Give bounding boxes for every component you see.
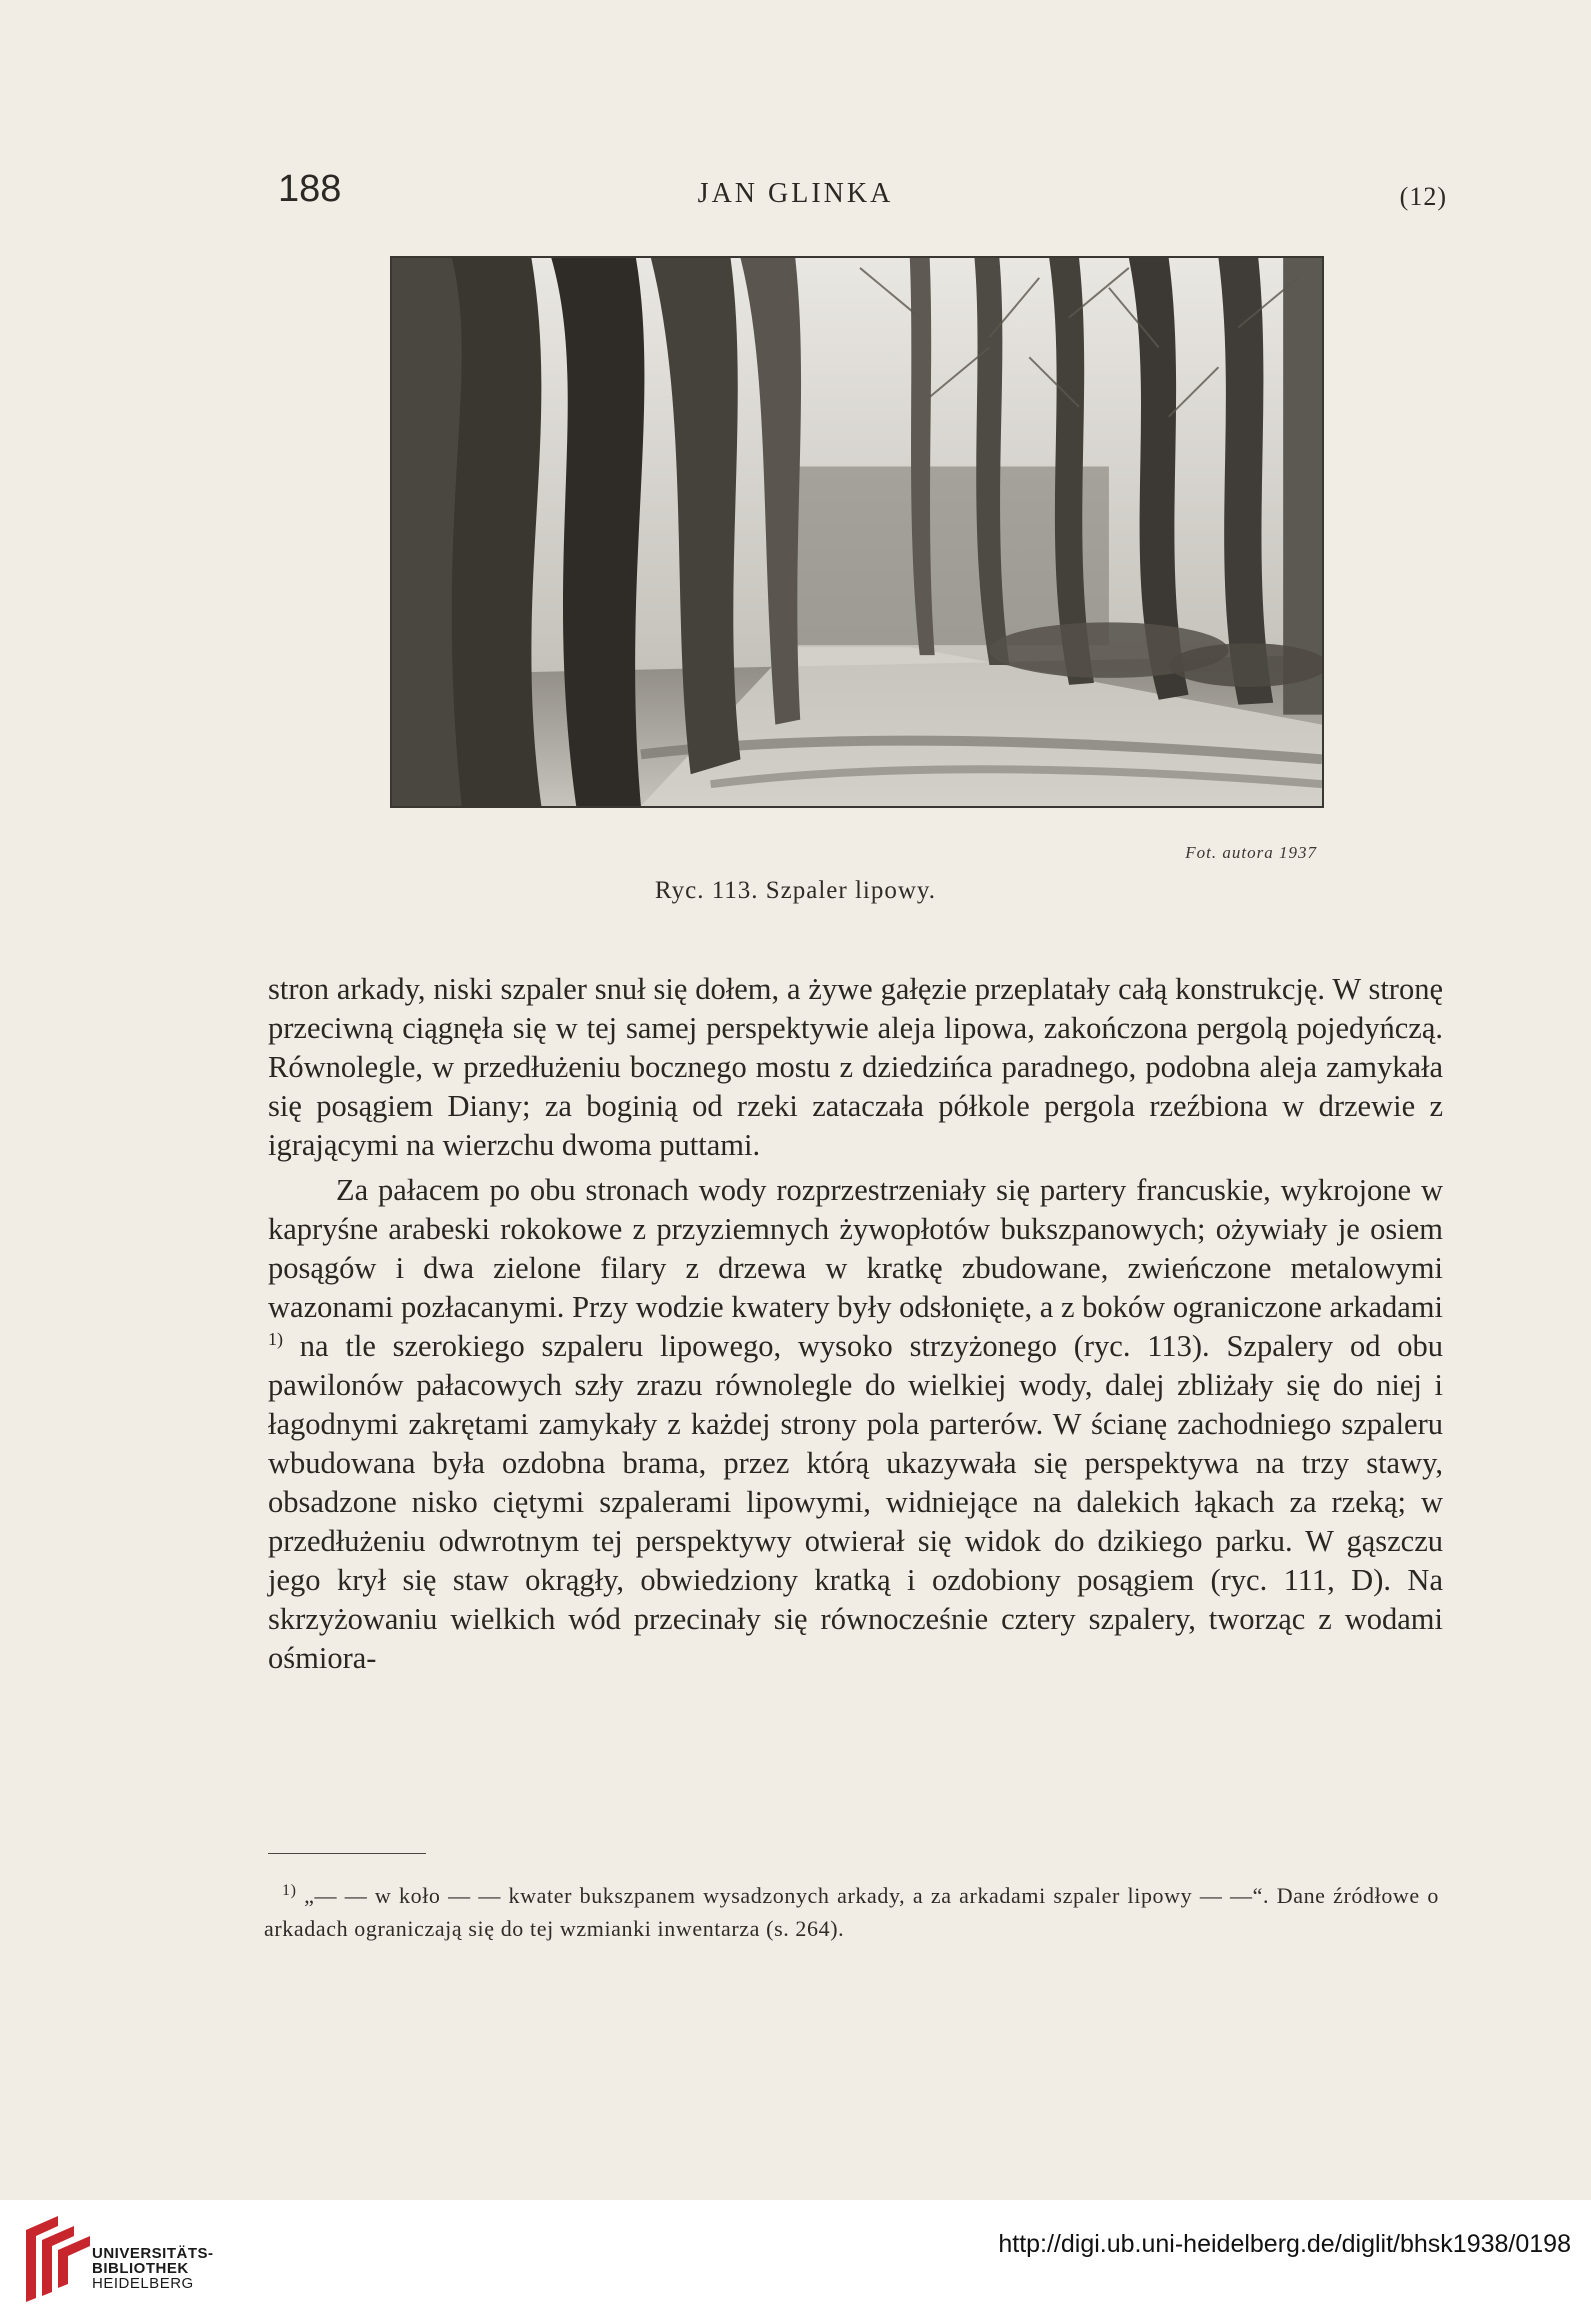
library-name-line: HEIDELBERG <box>92 2275 194 2292</box>
footer-bar <box>0 2200 1591 2315</box>
paragraph-text: na tle szerokiego szpaleru lipowego, wysoko strzyżonego (ryc. 113). Szpalery od obu pawilonów pałacowych szły zrazu równolegle do wielkiej wody, dalej zbliżały się do niej i łagodnymi zakrętami zamykały z każdej strony pola parterów. W ścianę zachodniego szpaleru wbudowana była ozdobna brama, przez którą ukazywała się perspektywa na trzy stawy, obsadzone nisko ciętymi szpalerami lipowymi, widniejące na dalekich łąkach za rzeką; w przedłużeniu odwrotnym tej perspektywy otwierał się widok do dzikiego parku. W gąszczu jego krył się staw okrągły, obwiedziony kratką i ozdobiony posągiem (ryc. 111, D). Na skrzyżowaniu wielkich wód przecinały się równocześnie cztery szpalery, tworząc z wodami ośmiora- <box>268 1329 1443 1675</box>
library-name <box>92 2246 214 2291</box>
body-text <box>268 970 1443 1678</box>
footnote-rule <box>268 1853 426 1854</box>
running-header <box>0 168 1591 218</box>
figure-caption: Ryc. 113. Szpaler lipowy. <box>654 877 937 904</box>
heidelberg-library-logo-icon <box>18 2212 98 2306</box>
source-url-link[interactable]: http://digi.ub.uni-heidelberg.de/diglit/bhsk1938/0198 <box>998 2230 1571 2258</box>
photo-illustration <box>392 258 1322 806</box>
library-name-line: BIBLIOTHEK <box>92 2260 189 2277</box>
paragraph-text: Za pałacem po obu stronach wody rozprzestrzeniały się partery francuskie, wykrojone w kapryśne arabeski rokokowe z przyziemnych żywopłotów bukszpanowych; ożywiały je osiem posągów i dwa zielone filary z drzewa w kratkę zbudowane, zwieńczone metalowymi wazonami pozłacanymi. Przy wodzie kwatery były odsłonięte, a z boków ograniczone arkadami <box>268 1173 1443 1324</box>
footnote-mark: 1) <box>282 1882 297 1899</box>
section-number: (12) <box>1399 182 1447 211</box>
running-title: JAN GLINKA <box>697 178 894 209</box>
page-number: 188 <box>278 168 342 210</box>
figure-photo-lime-alley <box>390 256 1324 808</box>
library-name-line: UNIVERSITÄTS- <box>92 2245 214 2262</box>
paragraph: stron arkady, niski szpaler snuł się dołem, a żywe gałęzie przeplatały całą konstrukcję. W stronę przeciwną ciągnęła się w tej samej perspektywie aleja lipowa, zakończona pergolą pojedyńczą. Równolegle, w przedłużeniu bocznego mostu z dziedzińca paradnego, podobna aleja zamykała się posągiem Diany; za boginią od rzeki zataczała półkole pergola rzeźbiona w drzewie z igrającymi na wierzchu dwoma puttami. <box>268 972 1443 1162</box>
footnote-reference[interactable]: 1) <box>268 1329 283 1349</box>
paragraph <box>268 1171 1443 1678</box>
footnote-text: „— — w koło — — kwater bukszpanem wysadzonych arkady, a za arkadami szpaler lipowy — —“. Dane źródłowe o arkadach ograniczają się do tej wzmianki inwentarza (s. 264). <box>264 1883 1439 1941</box>
footnote <box>264 1879 1439 1945</box>
photo-credit: Fot. autora 1937 <box>1185 843 1317 862</box>
